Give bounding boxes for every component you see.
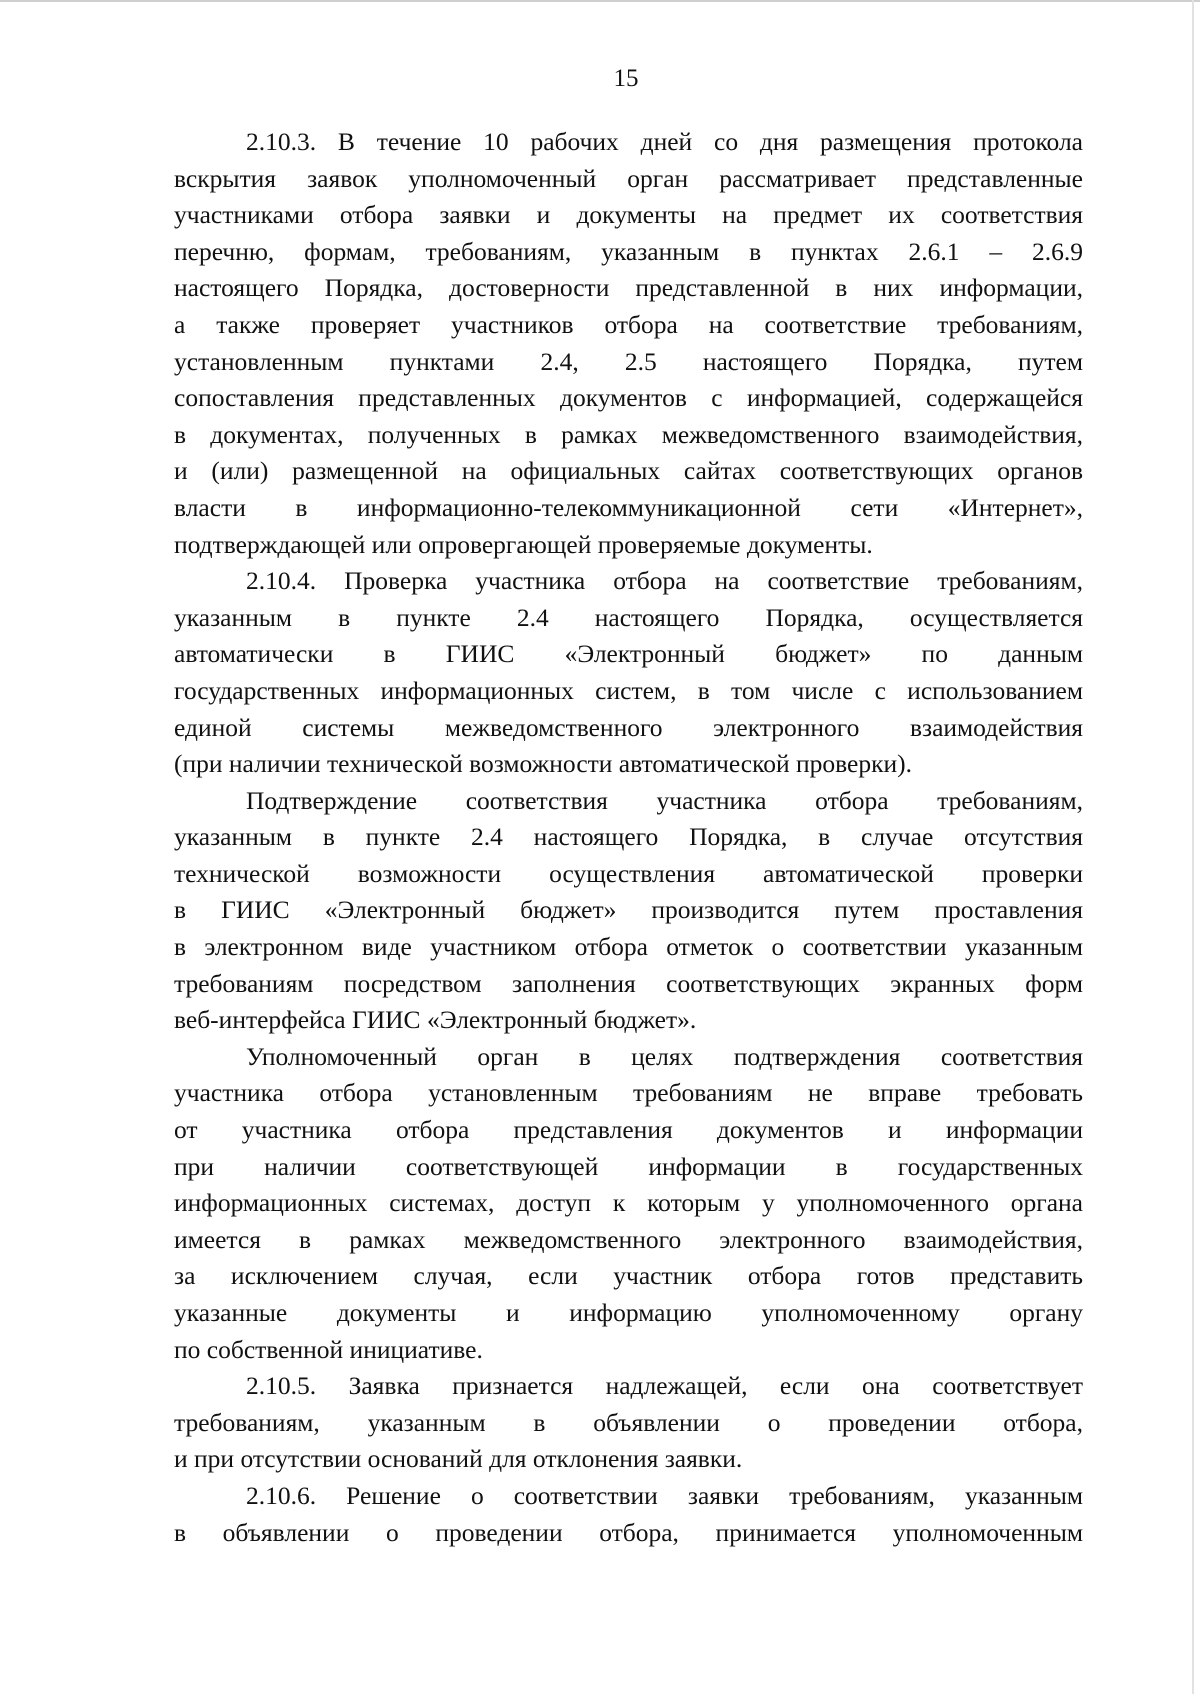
text-line: в документах, полученных в рамках межведомственного взаимодействия, [174,419,1083,449]
text-line: при наличии соответствующей информации в государственных [174,1151,1083,1181]
text-line: участника отбора установленным требованиям не вправе требовать [174,1078,1083,1108]
text-line: власти в информационно-телекоммуникационной сети «Интернет», [174,492,1083,522]
document-body [174,124,1083,1551]
text-line: автоматически в ГИИС «Электронный бюджет» по данным [174,639,1083,669]
text-line: 2.10.3. В течение 10 рабочих дней со дня размещения протокола [246,127,1083,156]
text-line: установленным пунктами 2.4, 2.5 настоящего Порядка, путем [174,346,1083,376]
text-line: 2.10.5. Заявка признается надлежащей, если она соответствует [246,1371,1083,1401]
paragraph-confirmation [174,783,1083,1039]
text-line: и (или) размещенной на официальных сайтах соответствующих органов [174,456,1083,486]
text-line: вскрытия заявок уполномоченный орган рассматривает представленные [174,163,1083,193]
page-number: 15 [613,65,639,92]
text-line: 2.10.6. Решение о соответствии заявки требованиям, указанным [246,1480,1083,1510]
text-line: подтверждающей или опровергающей проверяемые документы. [174,529,873,559]
text-line: сопоставления представленных документов с информацией, содержащейся [174,383,1083,413]
scan-right-edge [1192,0,1194,1694]
text-line: перечню, формам, требованиям, указанным в пунктах 2.6.1 – 2.6.9 [174,236,1083,266]
text-line: единой системы межведомственного электронного взаимодействия [174,712,1083,742]
text-line: имеется в рамках межведомственного электронного взаимодействия, [174,1224,1083,1254]
text-line: указанным в пункте 2.4 настоящего Порядка, осуществляется [174,602,1083,632]
text-line: 2.10.4. Проверка участника отбора на соответствие требованиям, [246,566,1083,596]
text-line: по собственной инициативе. [174,1334,483,1364]
text-line: настоящего Порядка, достоверности представленной в них информации, [174,273,1083,303]
scan-top-edge [0,0,1200,2]
paragraph-2-10-3 [174,124,1083,563]
text-line: требованиям посредством заполнения соответствующих экранных форм [174,968,1083,998]
text-line: указанные документы и информацию уполномоченному органу [174,1298,1083,1327]
paragraph-2-10-6 [174,1478,1083,1551]
text-line: веб-интерфейса ГИИС «Электронный бюджет». [174,1005,697,1035]
paragraph-authorized-body [174,1039,1083,1368]
text-line: за исключением случая, если участник отбора готов представить [174,1261,1083,1291]
text-line: (при наличии технической возможности автоматической проверки). [174,749,912,779]
text-line: Подтверждение соответствия участника отбора требованиям, [246,785,1083,815]
text-line: технической возможности осуществления автоматической проверки [174,858,1083,888]
text-line: в электронном виде участником отбора отметок о соответствии указанным [174,932,1083,962]
text-line: указанным в пункте 2.4 настоящего Порядка, в случае отсутствия [174,822,1083,852]
text-line: Уполномоченный орган в целях подтверждения соответствия [246,1041,1083,1071]
text-line: информационных системах, доступ к которым у уполномоченного органа [174,1188,1083,1218]
paragraph-2-10-5 [174,1368,1083,1478]
text-line: а также проверяет участников отбора на соответствие требованиям, [174,309,1083,339]
text-line: от участника отбора представления документов и информации [174,1115,1083,1145]
text-line: в объявлении о проведении отбора, принимается уполномоченным [174,1517,1083,1547]
text-line: и при отсутствии оснований для отклонения заявки. [174,1444,743,1474]
text-line: в ГИИС «Электронный бюджет» производится путем проставления [174,895,1083,925]
paragraph-2-10-4 [174,563,1083,783]
text-line: участниками отбора заявки и документы на предмет их соответствия [174,200,1083,230]
text-line: государственных информационных систем, в том числе с использованием [174,675,1083,705]
text-line: требованиям, указанным в объявлении о проведении отбора, [174,1407,1083,1437]
